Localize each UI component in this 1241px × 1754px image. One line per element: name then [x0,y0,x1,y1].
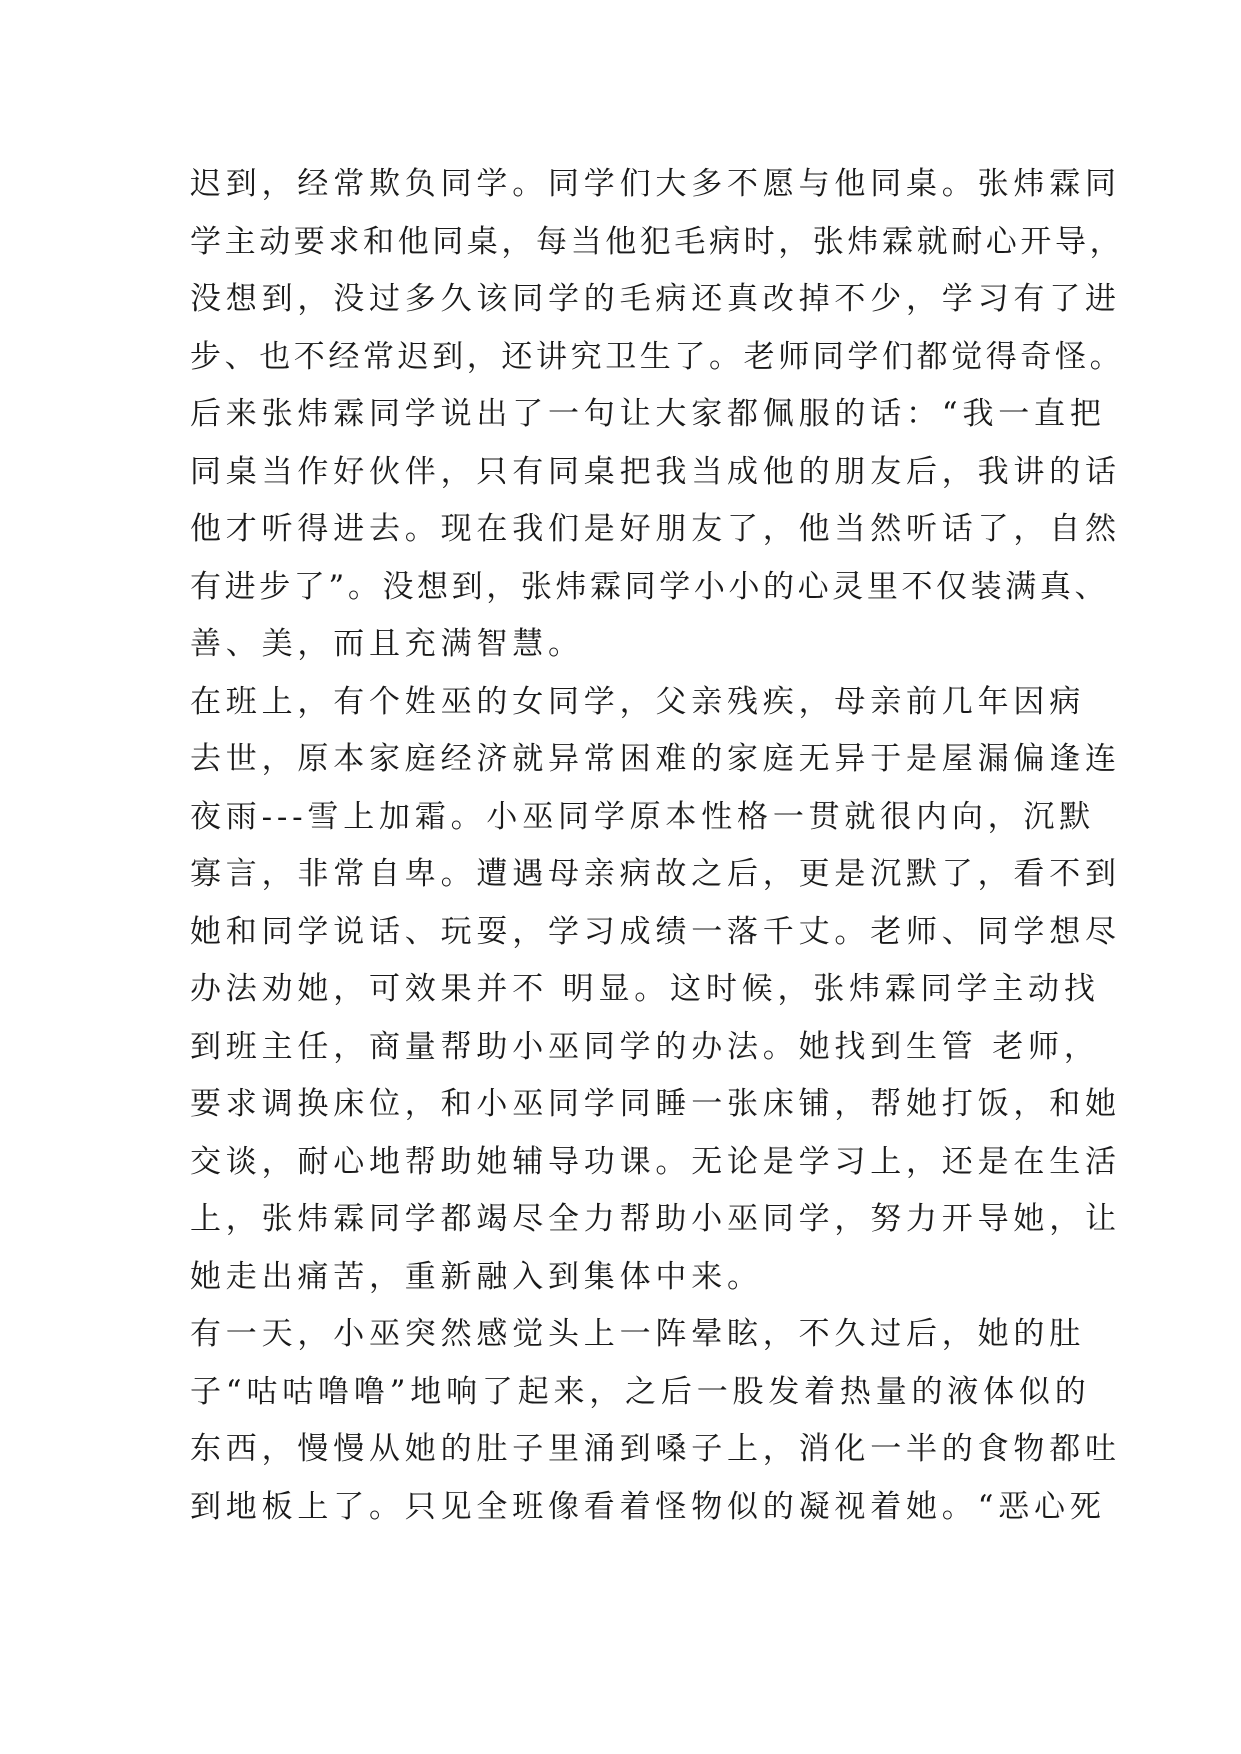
paragraph-start-line: 在班上，有个姓巫的女同学，父亲残疾，母亲前几年因病 [190,683,1085,720]
text-line: 她走出痛苦，重新融入到集体中来。 [190,1258,763,1295]
text-line: 东西，慢慢从她的肚子里涌到嗓子上，消化一半的食物都吐 [190,1431,1121,1467]
text-line: 到地板上了。只见全班像看着怪物似的凝视着她。“恶心死 [190,1488,1106,1525]
text-line: 夜雨---雪上加霜。小巫同学原本性格一贯就很内向，沉默 [190,798,1096,835]
text-line: 办法劝她，可效果并不 明显。这时候，张炜霖同学主动找 [190,971,1100,1007]
text-line: 没想到，没过多久该同学的毛病还真改掉不少，学习有了进 [190,281,1121,317]
text-line: 寡言，非常自卑。遭遇母亲病故之后，更是沉默了，看不到 [190,856,1121,892]
text-line: 去世，原本家庭经济就异常困难的家庭无异于是屋漏偏逢连 [190,741,1121,777]
text-line: 有进步了”。没想到，张炜霖同学小小的心灵里不仅装满真、 [190,568,1110,605]
text-line: 他才听得进去。现在我们是好朋友了，他当然听话了，自然 [190,511,1121,547]
text-line: 交谈，耐心地帮助她辅导功课。无论是学习上，还是在生活 [190,1143,1121,1180]
text-line: 她和同学说话、玩耍，学习成绩一落千丈。老师、同学想尽 [190,913,1121,950]
text-line: 步、也不经常迟到，还讲究卫生了。老师同学们都觉得奇怪。 [190,338,1125,375]
text-line: 子“咕咕噜噜”地响了起来，之后一股发着热量的液体似的 [190,1373,1091,1410]
text-line: 后来张炜霖同学说出了一句让大家都佩服的话：“我一直把 [190,396,1106,432]
text-line: 善、美，而且充满智慧。 [190,626,584,662]
text-line: 到班主任，商量帮助小巫同学的办法。她找到生管 老师， [190,1028,1100,1065]
text-line: 学主动要求和他同桌，每当他犯毛病时，张炜霖就耐心开导， [190,223,1125,260]
text-line: 迟到，经常欺负同学。同学们大多不愿与他同桌。张炜霖同 [190,166,1121,202]
paragraph-start-line: 有一天，小巫突然感觉头上一阵晕眩，不久过后，她的肚 [190,1316,1085,1352]
text-line: 同桌当作好伙伴，只有同桌把我当成他的朋友后，我讲的话 [190,453,1121,490]
text-line: 要求调换床位，和小巫同学同睡一张床铺，帮她打饭，和她 [190,1086,1121,1122]
text-line: 上，张炜霖同学都竭尽全力帮助小巫同学，努力开导她，让 [190,1201,1121,1237]
body-text [190,156,1125,1536]
